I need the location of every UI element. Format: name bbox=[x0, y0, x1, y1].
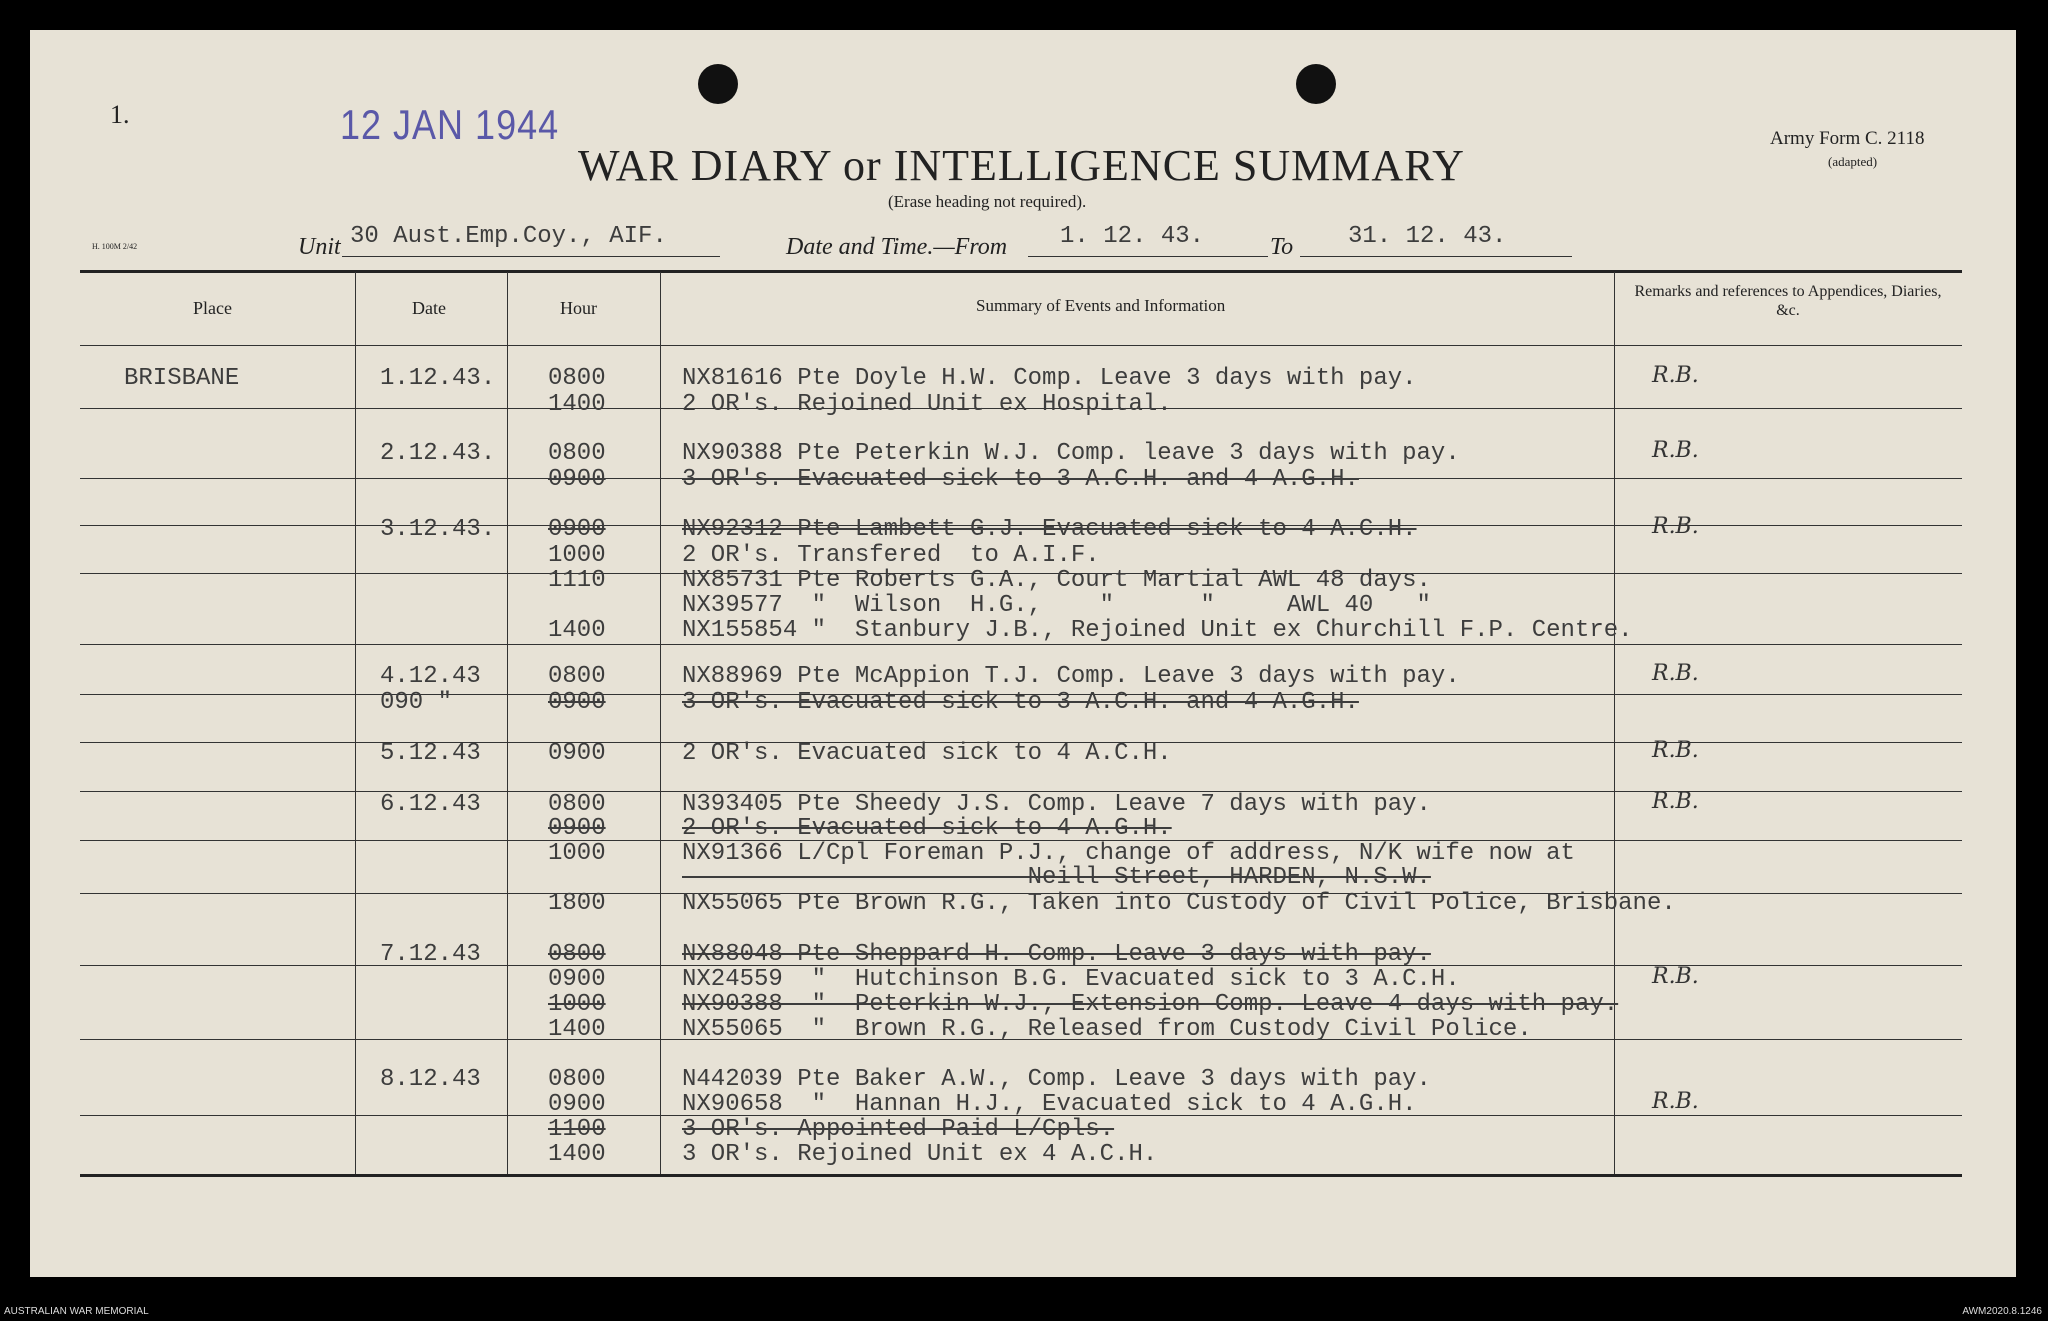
entry-summary: NX155854 " Stanbury J.B., Rejoined Unit ex Churchill F.P. Centre. bbox=[682, 617, 1633, 644]
entry-date: 5.12.43 bbox=[380, 740, 481, 767]
entry-summary: NX24559 " Hutchinson B.G. Evacuated sick to 3 A.C.H. bbox=[682, 966, 1460, 993]
entry-hour: 0900 bbox=[548, 516, 606, 543]
entry-date: 3.12.43. bbox=[380, 516, 496, 543]
table-header-rule bbox=[80, 345, 1962, 346]
entry-remark-initials: R.B. bbox=[1652, 363, 1699, 388]
entry-summary: 3 OR's. Evacuated sick to 3 A.C.H. and 4 A.G.H. bbox=[682, 466, 1359, 493]
punch-hole-left bbox=[698, 64, 738, 104]
entry-hour: 0900 bbox=[548, 815, 606, 842]
entry-hour: 1000 bbox=[548, 840, 606, 867]
entry-summary: 2 OR's. Rejoined Unit ex Hospital. bbox=[682, 391, 1172, 418]
entry-hour: 1110 bbox=[548, 567, 606, 594]
entry-date: 2.12.43. bbox=[380, 440, 496, 467]
entry-hour: 1400 bbox=[548, 1141, 606, 1168]
entry-remark-initials: R.B. bbox=[1652, 1089, 1699, 1114]
entry-hour: 1800 bbox=[548, 890, 606, 917]
entry-remark-initials: R.B. bbox=[1652, 661, 1699, 686]
unit-label: Unit bbox=[298, 234, 341, 260]
entry-hour: 0800 bbox=[548, 663, 606, 690]
entry-summary: NX92312 Pte Lambett G.J. Evacuated sick to 4 A.C.H. bbox=[682, 516, 1417, 543]
entry-hour: 0800 bbox=[548, 791, 606, 818]
entry-summary: NX90388 " Peterkin W.J., Extension Comp. Leave 4 days with pay. bbox=[682, 991, 1619, 1018]
footer-archive-name: AUSTRALIAN WAR MEMORIAL bbox=[4, 1306, 149, 1317]
form-code: H. 100M 2/42 bbox=[92, 242, 138, 251]
entry-summary: NX90388 Pte Peterkin W.J. Comp. leave 3 days with pay. bbox=[682, 440, 1460, 467]
entry-summary: NX85731 Pte Roberts G.A., Court Martial AWL 48 days. bbox=[682, 567, 1431, 594]
date-to-underline bbox=[1300, 256, 1572, 257]
footer-catalogue-number: AWM2020.8.1246 bbox=[1962, 1306, 2042, 1317]
entry-summary: 2 OR's. Evacuated sick to 4 A.G.H. bbox=[682, 815, 1172, 842]
entry-date: 6.12.43 bbox=[380, 791, 481, 818]
page-title: WAR DIARY or INTELLIGENCE SUMMARY bbox=[578, 141, 1465, 190]
entry-summary: Neill Street, HARDEN, N.S.W. bbox=[682, 864, 1431, 891]
entry-summary: NX81616 Pte Doyle H.W. Comp. Leave 3 days with pay. bbox=[682, 365, 1417, 392]
entry-hour: 0900 bbox=[548, 966, 606, 993]
page-subtitle: (Erase heading not required). bbox=[888, 192, 1087, 211]
page-number: 1. bbox=[110, 100, 130, 129]
entry-date: 4.12.43 bbox=[380, 663, 481, 690]
army-form-note: (adapted) bbox=[1828, 154, 1878, 169]
entry-hour: 1000 bbox=[548, 991, 606, 1018]
diary-page bbox=[30, 30, 2016, 1277]
entry-hour: 0800 bbox=[548, 941, 606, 968]
col-header-remarks: Remarks and references to Appendices, Diaries, &c. bbox=[1634, 283, 1942, 319]
table-top-rule bbox=[80, 270, 1962, 273]
entry-summary: 2 OR's. Evacuated sick to 4 A.C.H. bbox=[682, 740, 1172, 767]
entry-hour: 0900 bbox=[548, 740, 606, 767]
punch-hole-right bbox=[1296, 64, 1336, 104]
entry-hour: 1400 bbox=[548, 1016, 606, 1043]
entry-hour: 0900 bbox=[548, 689, 606, 716]
table-bottom-rule bbox=[80, 1174, 1962, 1177]
entry-summary: NX55065 " Brown R.G., Released from Custody Civil Police. bbox=[682, 1016, 1532, 1043]
entry-summary: NX90658 " Hannan H.J., Evacuated sick to 4 A.G.H. bbox=[682, 1091, 1417, 1118]
entry-summary: 3 OR's. Evacuated sick to 3 A.C.H. and 4 A.G.H. bbox=[682, 689, 1359, 716]
entry-summary: NX55065 Pte Brown R.G., Taken into Custody of Civil Police, Brisbane. bbox=[682, 890, 1676, 917]
entry-hour: 0800 bbox=[548, 1066, 606, 1093]
entry-summary: N442039 Pte Baker A.W., Comp. Leave 3 days with pay. bbox=[682, 1066, 1431, 1093]
col-header-place: Place bbox=[193, 298, 232, 318]
entry-date: 1.12.43. bbox=[380, 365, 496, 392]
entry-summary: NX88048 Pte Sheppard H. Comp. Leave 3 days with pay. bbox=[682, 941, 1431, 968]
date-received-stamp: 12 JAN 1944 bbox=[340, 100, 560, 148]
date-from-underline bbox=[1028, 256, 1268, 257]
date-to-value: 31. 12. 43. bbox=[1348, 223, 1507, 250]
col-header-date: Date bbox=[412, 298, 446, 318]
entry-hour: 0800 bbox=[548, 365, 606, 392]
entry-hour: 0900 bbox=[548, 1091, 606, 1118]
row-separator bbox=[80, 644, 1962, 645]
entry-summary: 2 OR's. Transfered to A.I.F. bbox=[682, 542, 1100, 569]
entry-hour: 1000 bbox=[548, 542, 606, 569]
entry-hour: 1400 bbox=[548, 391, 606, 418]
entry-summary: N393405 Pte Sheedy J.S. Comp. Leave 7 days with pay. bbox=[682, 791, 1431, 818]
entry-hour: 0800 bbox=[548, 440, 606, 467]
entry-summary: 3 OR's. Rejoined Unit ex 4 A.C.H. bbox=[682, 1141, 1158, 1168]
entry-hour: 1100 bbox=[548, 1116, 606, 1143]
entry-remark-initials: R.B. bbox=[1652, 789, 1699, 814]
entry-date: 7.12.43 bbox=[380, 941, 481, 968]
entry-date: 090 " bbox=[380, 689, 453, 716]
date-from-label: Date and Time.—From bbox=[786, 234, 1008, 260]
date-from-value: 1. 12. 43. bbox=[1060, 223, 1205, 250]
entry-summary: NX88969 Pte McAppion T.J. Comp. Leave 3 days with pay. bbox=[682, 663, 1460, 690]
col-header-hour: Hour bbox=[560, 298, 597, 318]
entry-summary: NX39577 " Wilson H.G., " " AWL 40 " bbox=[682, 592, 1431, 619]
date-to-label: To bbox=[1270, 234, 1294, 260]
entry-hour: 1400 bbox=[548, 617, 606, 644]
unit-underline bbox=[342, 256, 720, 257]
entry-place: BRISBANE bbox=[124, 365, 240, 392]
entry-hour: 0900 bbox=[548, 466, 606, 493]
col-header-summary: Summary of Events and Information bbox=[976, 296, 1226, 315]
entry-remark-initials: R.B. bbox=[1652, 514, 1699, 539]
entry-remark-initials: R.B. bbox=[1652, 738, 1699, 763]
entry-date: 8.12.43 bbox=[380, 1066, 481, 1093]
entry-summary: NX91366 L/Cpl Foreman P.J., change of address, N/K wife now at bbox=[682, 840, 1575, 867]
unit-value: 30 Aust.Emp.Coy., AIF. bbox=[350, 223, 667, 250]
army-form-label: Army Form C. 2118 bbox=[1770, 128, 1925, 149]
entry-remark-initials: R.B. bbox=[1652, 964, 1699, 989]
entry-remark-initials: R.B. bbox=[1652, 438, 1699, 463]
entry-summary: 3 OR's. Appointed Paid L/Cpls. bbox=[682, 1116, 1115, 1143]
